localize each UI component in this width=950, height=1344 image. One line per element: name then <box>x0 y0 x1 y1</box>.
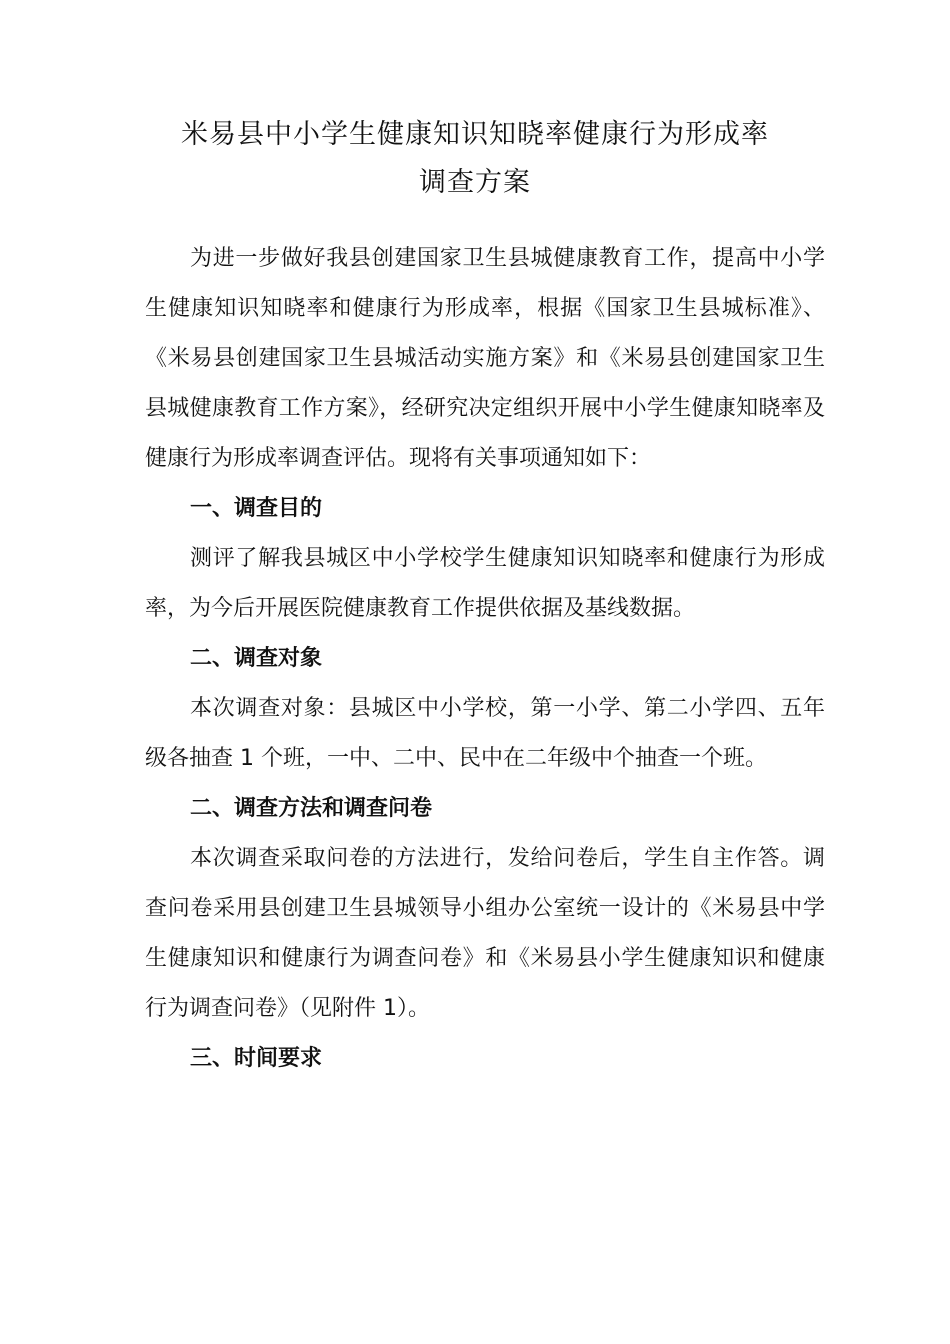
section-text-subjects: 本次调查对象：县城区中小学校，第一小学、第二小学四、五年级各抽查 1 个班，一中、二中、民中在二年级中个抽查一个班。 <box>145 696 825 771</box>
document-title-line-1: 米易县中小学生健康知识知晓率健康行为形成率 <box>181 119 769 150</box>
section-heading-time: 三、时间要求 <box>190 1046 323 1071</box>
intro-paragraph: 为进一步做好我县创建国家卫生县城健康教育工作，提高中小学生健康知识知晓率和健康行为形成率，根据《国家卫生县城标准》、《米易县创建国家卫生县城活动实施方案》和《米易县创建国家卫生县城健康教育工作方案》，经研究决定组织开展中小学生健康知晓率及健康行为形成率调查评估。现将有关事项通知如下： <box>145 246 825 471</box>
section-text-method: 本次调查采取问卷的方法进行，发给问卷后，学生自主作答。调查问卷采用县创建卫生县城领导小组办公室统一设计的《米易县中学生健康知识和健康行为调查问卷》和《米易县小学生健康知识和健康行为调查问卷》（见附件 1）。 <box>145 846 825 1021</box>
section-heading-method: 二、调查方法和调查问卷 <box>190 796 433 821</box>
section-heading-purpose: 一、调查目的 <box>190 496 323 521</box>
document-body <box>145 234 825 1084</box>
section-text-purpose: 测评了解我县城区中小学校学生健康知识知晓率和健康行为形成率，为今后开展医院健康教育工作提供依据及基线数据。 <box>145 546 825 621</box>
section-heading-subjects: 二、调查对象 <box>190 646 323 671</box>
document-title-line-2: 调查方案 <box>419 167 531 198</box>
